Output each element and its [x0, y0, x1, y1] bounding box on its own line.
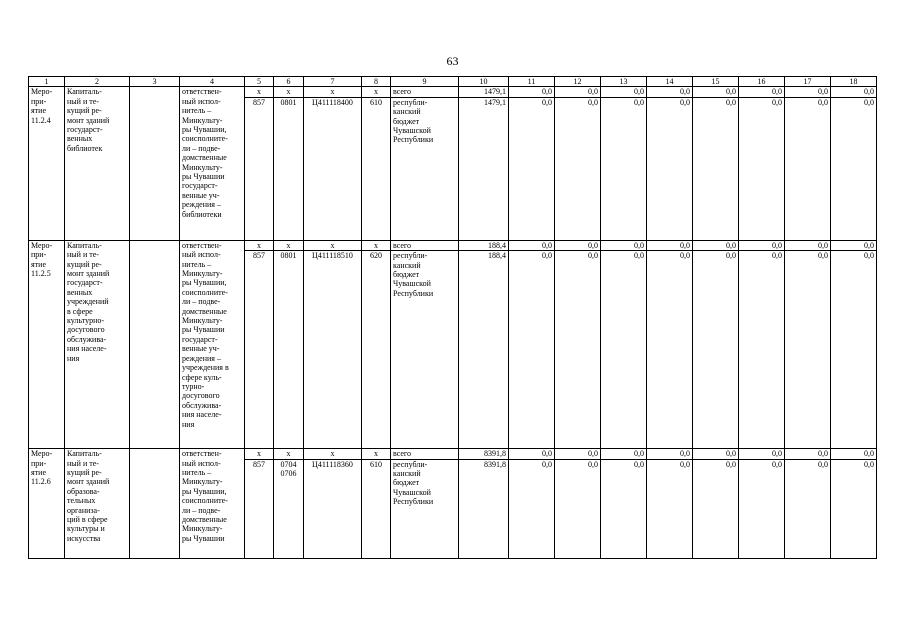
header-cell: 11	[509, 77, 555, 87]
executor-cell: ответствен- ный испол- нитель – Минкульту- ры Чувашии, соисполните- ли – подве- домственные Минкульту- ры Чувашии государст- венные уч- реждения – библиотеки	[180, 87, 245, 240]
value-cell: 0,0	[601, 97, 647, 240]
grbs-cell: x	[245, 449, 274, 459]
header-cell: 8	[362, 77, 391, 87]
value-cell: 0,0	[601, 240, 647, 250]
rzpr-cell: 0801	[274, 97, 304, 240]
value-cell: 0,0	[693, 449, 739, 459]
value-cell: 0,0	[601, 459, 647, 558]
col3-cell	[130, 87, 180, 240]
csr-cell: x	[304, 240, 362, 250]
rzpr-cell: 0801	[274, 251, 304, 449]
grbs-cell: 857	[245, 459, 274, 558]
value-cell: 0,0	[509, 240, 555, 250]
value-cell: 0,0	[831, 240, 877, 250]
vr-cell: 610	[362, 459, 391, 558]
value-cell: 0,0	[647, 449, 693, 459]
csr-cell: Ц411118400	[304, 97, 362, 240]
csr-cell: x	[304, 449, 362, 459]
value-cell: 0,0	[831, 449, 877, 459]
value-cell: 0,0	[831, 97, 877, 240]
table-row	[29, 449, 877, 459]
measure-cell: Меро- при- ятие 11.2.4	[29, 87, 65, 240]
value-cell: 0,0	[785, 459, 831, 558]
grbs-cell: 857	[245, 251, 274, 449]
value-cell: 0,0	[785, 240, 831, 250]
value-cell: 0,0	[601, 87, 647, 97]
rzpr-cell: 0704 0706	[274, 459, 304, 558]
value-cell: 0,0	[647, 459, 693, 558]
col3-cell	[130, 240, 180, 448]
rzpr-cell: x	[274, 449, 304, 459]
vr-cell: 620	[362, 251, 391, 449]
value-cell: 1479,1	[459, 87, 509, 97]
value-cell: 0,0	[555, 251, 601, 449]
page-number: 63	[446, 54, 459, 68]
header-cell: 1	[29, 77, 65, 87]
table-row	[29, 240, 877, 250]
vr-cell: x	[362, 449, 391, 459]
value-cell: 0,0	[509, 251, 555, 449]
grbs-cell: 857	[245, 97, 274, 240]
value-cell: 0,0	[509, 449, 555, 459]
value-cell: 0,0	[555, 87, 601, 97]
header-cell: 15	[693, 77, 739, 87]
value-cell: 0,0	[739, 251, 785, 449]
header-cell: 2	[65, 77, 130, 87]
value-cell: 0,0	[693, 251, 739, 449]
header-cell: 12	[555, 77, 601, 87]
source-cell: республи- канский бюджет Чувашской Республики	[391, 251, 459, 449]
source-cell: всего	[391, 240, 459, 250]
vr-cell: x	[362, 240, 391, 250]
header-cell: 18	[831, 77, 877, 87]
value-cell: 0,0	[693, 97, 739, 240]
executor-cell: ответствен- ный испол- нитель – Минкульту- ры Чувашии, соисполните- ли – подве- домственные Минкульту- ры Чувашии государст- венные уч- реждения – учреждения в сфере куль- турно- досугового обслужива- ния населе- ния	[180, 240, 245, 448]
measure-cell: Меро- при- ятие 11.2.5	[29, 240, 65, 448]
name-cell: Капиталь- ный и те- кущий ре- монт зданий государст- венных учреждений в сфере культурно- досугового обслужива- ния населе- ния	[65, 240, 130, 448]
rzpr-cell: x	[274, 240, 304, 250]
header-cell: 6	[274, 77, 304, 87]
executor-cell: ответствен- ный испол- нитель – Минкульту- ры Чувашии, соисполните- ли – подве- домственные Минкульту- ры Чувашии	[180, 449, 245, 558]
budget-table	[28, 76, 877, 559]
header-cell: 3	[130, 77, 180, 87]
value-cell: 0,0	[509, 97, 555, 240]
source-cell: республи- канский бюджет Чувашской Республики	[391, 459, 459, 558]
value-cell: 0,0	[785, 251, 831, 449]
value-cell: 0,0	[785, 97, 831, 240]
value-cell: 0,0	[739, 87, 785, 97]
header-cell: 5	[245, 77, 274, 87]
value-cell: 0,0	[693, 240, 739, 250]
value-cell: 1479,1	[459, 97, 509, 240]
header-cell: 14	[647, 77, 693, 87]
value-cell: 0,0	[555, 97, 601, 240]
name-cell: Капиталь- ный и те- кущий ре- монт зданий государст- венных библиотек	[65, 87, 130, 240]
value-cell: 0,0	[509, 87, 555, 97]
value-cell: 0,0	[739, 97, 785, 240]
value-cell: 0,0	[647, 240, 693, 250]
header-cell: 7	[304, 77, 362, 87]
header-cell: 16	[739, 77, 785, 87]
source-cell: всего	[391, 449, 459, 459]
value-cell: 8391,8	[459, 459, 509, 558]
value-cell: 0,0	[647, 251, 693, 449]
value-cell: 0,0	[739, 449, 785, 459]
value-cell: 0,0	[509, 459, 555, 558]
source-cell: всего	[391, 87, 459, 97]
value-cell: 0,0	[601, 251, 647, 449]
value-cell: 0,0	[601, 449, 647, 459]
value-cell: 0,0	[555, 449, 601, 459]
value-cell: 0,0	[647, 97, 693, 240]
table-header	[29, 77, 877, 87]
col3-cell	[130, 449, 180, 558]
value-cell: 188,4	[459, 240, 509, 250]
csr-cell: x	[304, 87, 362, 97]
value-cell: 0,0	[647, 87, 693, 97]
header-cell: 10	[459, 77, 509, 87]
vr-cell: 610	[362, 97, 391, 240]
value-cell: 0,0	[785, 449, 831, 459]
header-cell: 13	[601, 77, 647, 87]
value-cell: 0,0	[831, 251, 877, 449]
grbs-cell: x	[245, 240, 274, 250]
header-cell: 4	[180, 77, 245, 87]
value-cell: 0,0	[693, 459, 739, 558]
measure-cell: Меро- при- ятие 11.2.6	[29, 449, 65, 558]
value-cell: 0,0	[785, 87, 831, 97]
value-cell: 8391,8	[459, 449, 509, 459]
value-cell: 0,0	[739, 459, 785, 558]
value-cell: 0,0	[739, 240, 785, 250]
header-cell: 9	[391, 77, 459, 87]
value-cell: 0,0	[693, 87, 739, 97]
csr-cell: Ц411118360	[304, 459, 362, 558]
source-cell: республи- канский бюджет Чувашской Республики	[391, 97, 459, 240]
name-cell: Капиталь- ный и те- кущий ре- монт зданий образова- тельных организа- ций в сфере культуры и искусства	[65, 449, 130, 558]
grbs-cell: x	[245, 87, 274, 97]
header-cell: 17	[785, 77, 831, 87]
value-cell: 188,4	[459, 251, 509, 449]
value-cell: 0,0	[831, 87, 877, 97]
rzpr-cell: x	[274, 87, 304, 97]
value-cell: 0,0	[555, 240, 601, 250]
vr-cell: x	[362, 87, 391, 97]
value-cell: 0,0	[555, 459, 601, 558]
table-row	[29, 87, 877, 97]
csr-cell: Ц411118510	[304, 251, 362, 449]
value-cell: 0,0	[831, 459, 877, 558]
